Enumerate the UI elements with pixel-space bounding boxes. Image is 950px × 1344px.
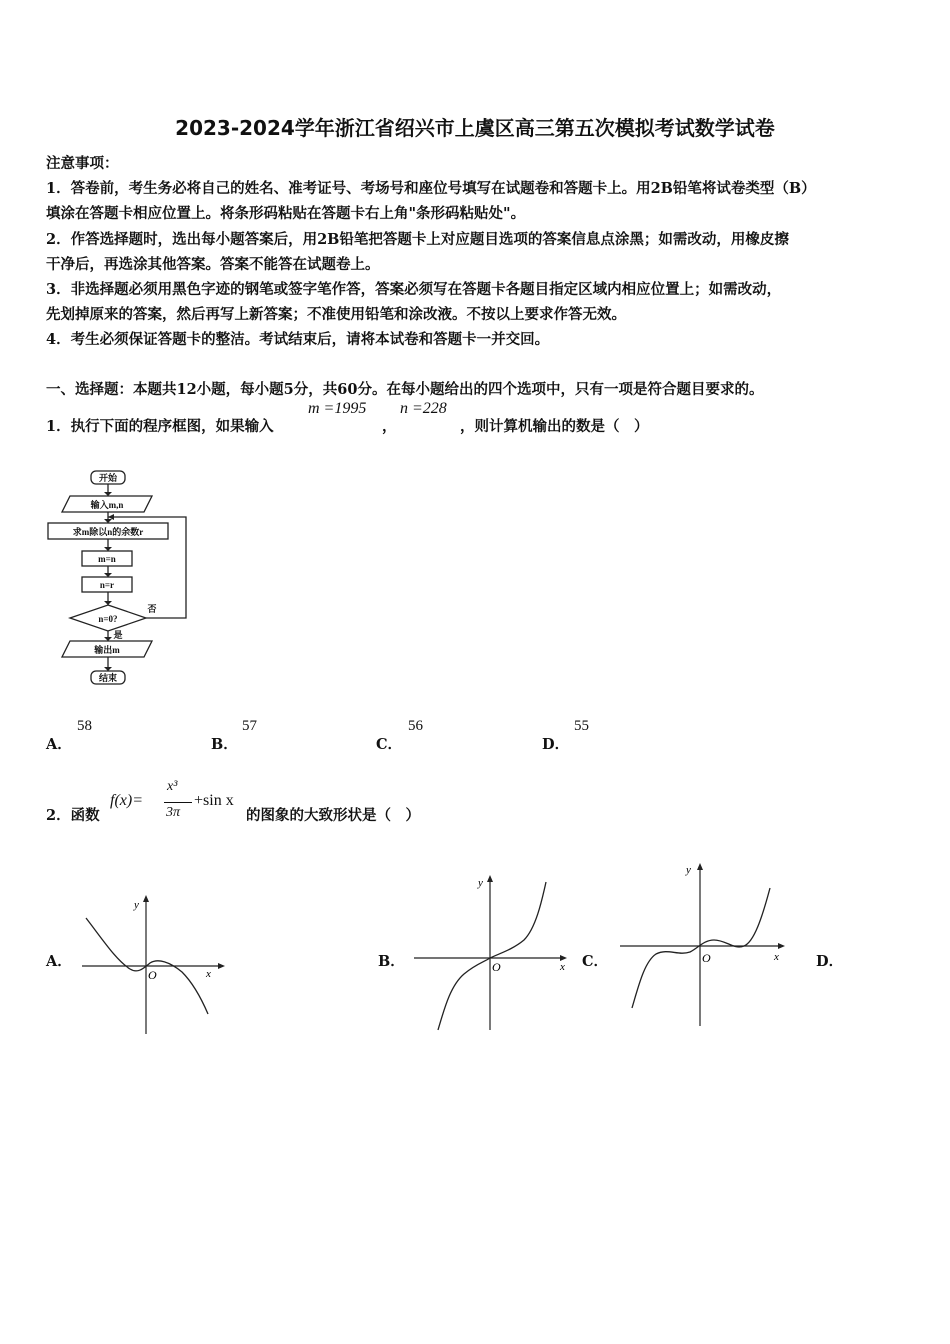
- y-axis-label: y: [134, 899, 139, 911]
- q1-comma: ，: [382, 418, 397, 435]
- q1-option-c-label: C．: [376, 736, 403, 753]
- y-axis-arrow: [487, 875, 493, 882]
- q2-option-d-label: D．: [816, 953, 844, 970]
- q2-fraction-bar: [164, 802, 192, 803]
- q2-graph-b: [410, 870, 580, 1035]
- flow-condition-label: n=0?: [98, 614, 118, 624]
- notice-heading: 注意事项：: [46, 155, 119, 172]
- flow-end-label: 结束: [98, 673, 118, 683]
- q2-option-b-label: B．: [378, 953, 405, 970]
- q1-option-c-value: 56: [408, 718, 423, 734]
- q1-option-b-label: B．: [211, 736, 238, 753]
- q1-suffix: ，则计算机输出的数是（ ）: [460, 418, 649, 435]
- q1-prefix: 1．执行下面的程序框图，如果输入: [46, 418, 274, 435]
- flow-yes-label: 是: [113, 630, 123, 640]
- x-axis-label: x: [206, 968, 211, 980]
- q2-plus-sin: +sin x: [194, 792, 234, 809]
- notice-line: 填涂在答题卡相应位置上。将条形码粘贴在答题卡右上角"条形码粘贴处"。: [46, 205, 526, 222]
- q2-graph-a: [78, 892, 228, 1037]
- flow-assign-n-label: n=r: [99, 580, 115, 590]
- q2-denominator: 3π: [166, 805, 181, 820]
- q1-option-d-value: 55: [574, 718, 589, 734]
- notice-line: 3．非选择题必须用黑色字迹的钢笔或签字笔作答，答案必须写在答题卡各题目指定区域内相应位置上；如需改动，: [46, 281, 782, 298]
- notice-line: 1．答卷前，考生务必将自己的姓名、准考证号、考场号和座位号填写在试题卷和答题卡上。用2B铅笔将试卷类型（B）: [46, 180, 816, 197]
- notice-line: 干净后，再选涂其他答案。答案不能答在试题卷上。: [46, 256, 380, 273]
- q1-option-a-label: A．: [46, 736, 72, 753]
- section-heading: 一、选择题：本题共12小题，每小题5分，共60分。在每小题给出的四个选项中，只有一项是符合题目要求的。: [46, 381, 764, 398]
- x-axis-label: x: [560, 961, 565, 973]
- q2-option-a-label: A．: [46, 953, 72, 970]
- q2-prefix: 2．函数: [46, 807, 100, 824]
- page-title: 2023-2024学年浙江省绍兴市上虞区高三第五次模拟考试数学试卷: [175, 116, 775, 140]
- x-axis-label: x: [774, 951, 779, 963]
- q2-option-c-label: C．: [582, 953, 609, 970]
- flow-input-label: 输入m,n: [90, 500, 124, 510]
- notice-line: 先划掉原来的答案，然后再写上新答案；不准使用铅笔和涂改液。不按以上要求作答无效。: [46, 306, 626, 323]
- x-axis-arrow: [778, 943, 785, 949]
- y-axis-label: y: [686, 864, 691, 876]
- q1-option-b-value: 57: [242, 718, 257, 734]
- flow-start-label: 开始: [98, 473, 118, 483]
- q2-fx: f(x)=: [110, 792, 143, 809]
- q1-n-expr: n =228: [400, 400, 447, 417]
- flow-remainder-label: 求m除以n的余数r: [72, 527, 144, 537]
- y-axis-label: y: [478, 877, 483, 889]
- flow-assign-m-label: m=n: [98, 554, 116, 564]
- q1-option-a-value: 58: [77, 718, 92, 734]
- origin-label: O: [702, 951, 711, 965]
- q1-option-d-label: D．: [542, 736, 570, 753]
- origin-label: O: [148, 968, 157, 982]
- q2-suffix: 的图象的大致形状是（ ）: [246, 807, 420, 824]
- y-axis-arrow: [697, 863, 703, 870]
- notice-line: 2．作答选择题时，选出每小题答案后，用2B铅笔把答题卡上对应题目选项的答案信息点涂黑；如需改动，用橡皮擦: [46, 231, 789, 248]
- flowchart: [40, 465, 200, 695]
- x-axis-arrow: [218, 963, 225, 969]
- flow-no-label: 否: [147, 604, 157, 614]
- flow-output-label: 输出m: [94, 645, 120, 655]
- q2-numerator: x³: [167, 779, 178, 794]
- q1-m-expr: m =1995: [308, 400, 367, 417]
- q2-graph-c: [618, 858, 793, 1030]
- function-curve: [438, 882, 546, 1030]
- notice-line: 4．考生必须保证答题卡的整洁。考试结束后，请将本试卷和答题卡一并交回。: [46, 331, 550, 348]
- origin-label: O: [492, 960, 501, 974]
- function-curve: [632, 888, 770, 1008]
- y-axis-arrow: [143, 895, 149, 902]
